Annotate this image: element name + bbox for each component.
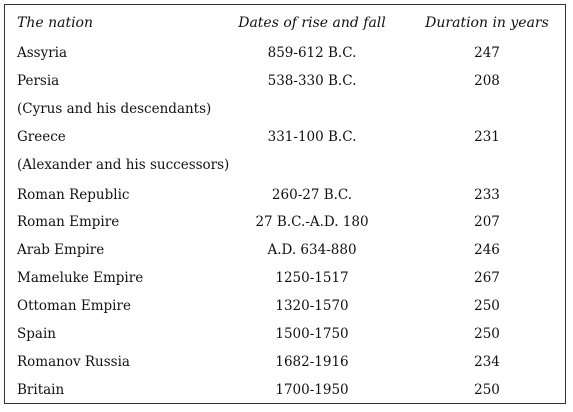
table-row <box>5 95 565 123</box>
nation-note-cell: (Cyrus and his descendants) <box>17 101 212 117</box>
nation-cell: Britain <box>17 382 65 398</box>
table-header-row <box>5 9 565 37</box>
table-row <box>5 39 565 67</box>
dates-cell: 1500-1750 <box>275 326 349 342</box>
table-row <box>5 151 565 179</box>
nation-note-cell: (Alexander and his successors) <box>17 157 230 173</box>
empires-table <box>4 4 566 404</box>
nation-cell: Romanov Russia <box>17 354 130 370</box>
table-row <box>5 236 565 264</box>
dates-cell: 1250-1517 <box>275 270 349 286</box>
table-row <box>5 264 565 292</box>
nation-cell: Arab Empire <box>17 242 105 258</box>
duration-cell: 246 <box>474 242 500 258</box>
nation-cell: Mameluke Empire <box>17 270 144 286</box>
header-nation: The nation <box>17 15 94 31</box>
nation-cell: Assyria <box>17 45 68 61</box>
table-row <box>5 292 565 320</box>
header-dates: Dates of rise and fall <box>238 15 386 31</box>
dates-cell: 260-27 B.C. <box>271 187 353 203</box>
nation-cell: Ottoman Empire <box>17 298 131 314</box>
duration-cell: 231 <box>474 129 500 145</box>
duration-cell: 233 <box>474 187 500 203</box>
nation-cell: Roman Empire <box>17 214 120 230</box>
dates-cell: 859-612 B.C. <box>267 45 357 61</box>
duration-cell: 267 <box>474 270 500 286</box>
table-row <box>5 181 565 209</box>
duration-cell: 247 <box>474 45 500 61</box>
duration-cell: 208 <box>474 73 500 89</box>
table-row <box>5 67 565 95</box>
header-duration: Duration in years <box>425 15 549 31</box>
dates-cell: 331-100 B.C. <box>267 129 357 145</box>
dates-cell: 27 B.C.-A.D. 180 <box>255 214 369 230</box>
dates-cell: A.D. 634-880 <box>267 242 357 258</box>
dates-cell: 1682-1916 <box>275 354 349 370</box>
nation-cell: Persia <box>17 73 60 89</box>
table-row <box>5 208 565 236</box>
table-row <box>5 376 565 404</box>
nation-cell: Spain <box>17 326 56 342</box>
nation-cell: Roman Republic <box>17 187 130 203</box>
table-row <box>5 320 565 348</box>
duration-cell: 250 <box>474 326 500 342</box>
duration-cell: 250 <box>474 382 500 398</box>
duration-cell: 250 <box>474 298 500 314</box>
duration-cell: 234 <box>474 354 500 370</box>
dates-cell: 1700-1950 <box>275 382 349 398</box>
nation-cell: Greece <box>17 129 66 145</box>
duration-cell: 207 <box>474 214 500 230</box>
dates-cell: 1320-1570 <box>275 298 349 314</box>
table-row <box>5 123 565 151</box>
table-row <box>5 348 565 376</box>
dates-cell: 538-330 B.C. <box>267 73 357 89</box>
